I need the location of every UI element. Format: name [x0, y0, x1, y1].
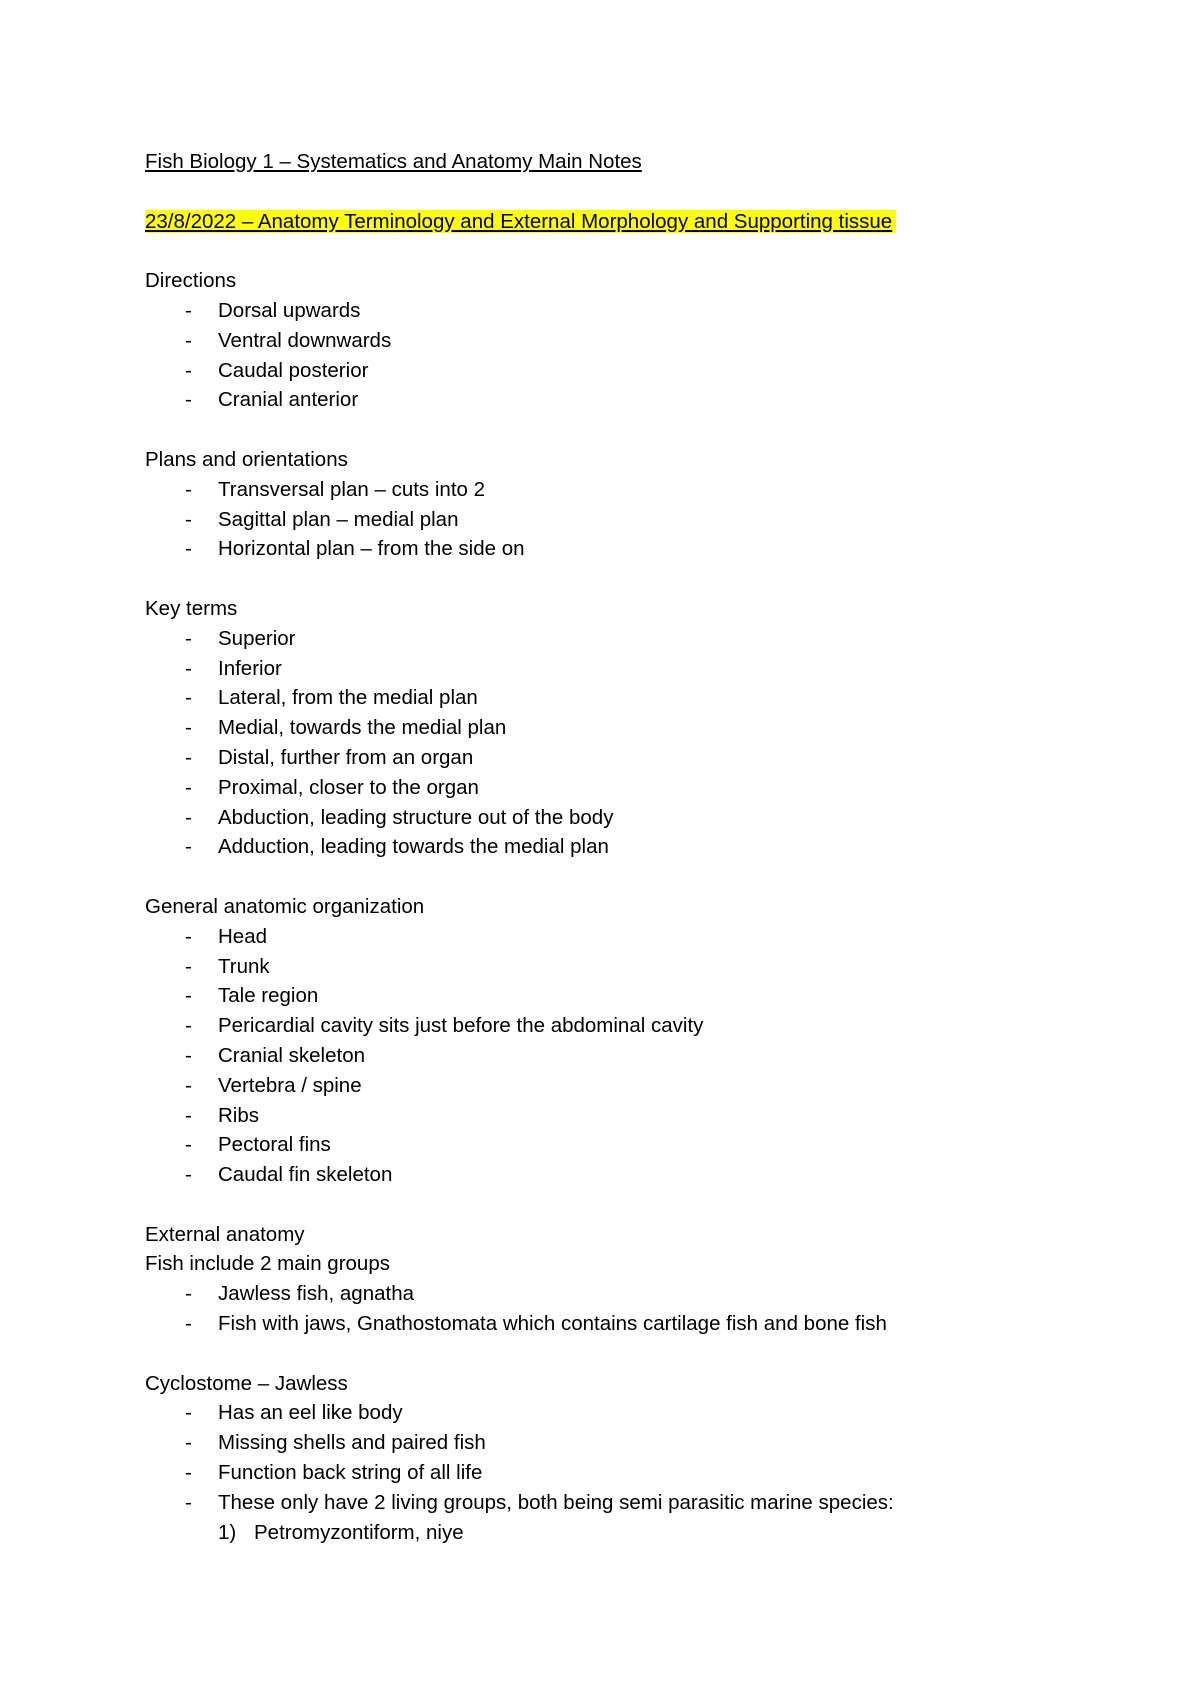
- spacer: [145, 1339, 1145, 1369]
- bullet-dash: -: [185, 805, 192, 829]
- bullet-dash: -: [185, 656, 192, 680]
- list-item: [145, 981, 1145, 1011]
- list-item: [145, 654, 1145, 684]
- list-item-text: Has an eel like body: [218, 1401, 403, 1425]
- list-item: [145, 952, 1145, 982]
- list-item-text: Superior: [218, 626, 296, 650]
- list-item: [145, 1130, 1145, 1160]
- bullet-dash: -: [185, 477, 192, 501]
- bullet-dash: -: [185, 745, 192, 769]
- list-item: [145, 1279, 1145, 1309]
- spacer: [145, 1190, 1145, 1220]
- list-item: [145, 326, 1145, 356]
- list-item: [145, 743, 1145, 773]
- list-item: [145, 1071, 1145, 1101]
- list-item-text: Cranial anterior: [218, 388, 359, 412]
- list-item-text: Vertebra / spine: [218, 1073, 362, 1097]
- list-item-text: Abduction, leading structure out of the body: [218, 805, 614, 829]
- bullet-dash: -: [185, 298, 192, 322]
- list-item: [145, 505, 1145, 535]
- bullet-dash: -: [185, 1312, 192, 1336]
- list-item: [145, 475, 1145, 505]
- bullet-dash: -: [185, 537, 192, 561]
- list-item-text: Lateral, from the medial plan: [218, 686, 478, 710]
- list-item: [145, 1160, 1145, 1190]
- list-item-text: Caudal posterior: [218, 358, 369, 382]
- list-item: [145, 832, 1145, 862]
- bullet-dash: -: [185, 984, 192, 1008]
- list-item-text: Cranial skeleton: [218, 1043, 365, 1067]
- list-item-text: Distal, further from an organ: [218, 745, 474, 769]
- list-item: [145, 713, 1145, 743]
- list-item-text: Sagittal plan – medial plan: [218, 507, 459, 531]
- list-item-text: Ribs: [218, 1103, 260, 1127]
- spacer: [145, 564, 1145, 594]
- list-item: [145, 1011, 1145, 1041]
- section-heading-external-anatomy: External anatomy: [145, 1222, 305, 1246]
- spacer: [145, 415, 1145, 445]
- list-item: [145, 624, 1145, 654]
- numbered-item-text: Petromyzontiform, niye: [254, 1520, 464, 1544]
- bullet-dash: -: [185, 924, 192, 948]
- list-item-text: Inferior: [218, 656, 282, 680]
- list-item: [145, 1041, 1145, 1071]
- list-item-text: Jawless fish, agnatha: [218, 1282, 415, 1306]
- section-heading-plans: Plans and orientations: [145, 447, 348, 471]
- list-item-text: Proximal, closer to the organ: [218, 775, 479, 799]
- numbered-item: [145, 1518, 1145, 1548]
- spacer: [145, 236, 1145, 266]
- section-heading-general-anatomic-organization: General anatomic organization: [145, 894, 425, 918]
- list-item: [145, 1428, 1145, 1458]
- list-item-text: Dorsal upwards: [218, 298, 361, 322]
- list-item-text: Adduction, leading towards the medial plan: [218, 835, 609, 859]
- list-item: [145, 534, 1145, 564]
- bullet-dash: -: [185, 775, 192, 799]
- bullet-dash: -: [185, 1163, 192, 1187]
- list-item-text: Tale region: [218, 984, 319, 1008]
- list-item-text: Medial, towards the medial plan: [218, 716, 507, 740]
- list-item: [145, 922, 1145, 952]
- list-item-text: Horizontal plan – from the side on: [218, 537, 525, 561]
- bullet-dash: -: [185, 835, 192, 859]
- section-heading-cyclostome: Cyclostome – Jawless: [145, 1371, 348, 1395]
- bullet-dash: -: [185, 626, 192, 650]
- bullet-dash: -: [185, 954, 192, 978]
- list-item: [145, 1309, 1145, 1339]
- list-item-text: Fish with jaws, Gnathostomata which contains cartilage fish and bone fish: [218, 1312, 887, 1336]
- section-heading-key-terms: Key terms: [145, 596, 238, 620]
- bullet-dash: -: [185, 1133, 192, 1157]
- list-item-text: Trunk: [218, 954, 270, 978]
- bullet-dash: -: [185, 507, 192, 531]
- date-heading-line: [145, 207, 1145, 237]
- bullet-dash: -: [185, 1431, 192, 1455]
- bullet-dash: -: [185, 358, 192, 382]
- list-item-text: Caudal fin skeleton: [218, 1163, 393, 1187]
- bullet-dash: -: [185, 1073, 192, 1097]
- bullet-dash: -: [185, 1401, 192, 1425]
- list-item: [145, 803, 1145, 833]
- list-item: [145, 1101, 1145, 1131]
- list-item: [145, 1458, 1145, 1488]
- spacer: [145, 862, 1145, 892]
- list-item: [145, 773, 1145, 803]
- bullet-dash: -: [185, 388, 192, 412]
- bullet-dash: -: [185, 1461, 192, 1485]
- list-item-text: Ventral downwards: [218, 328, 392, 352]
- bullet-dash: -: [185, 1014, 192, 1038]
- list-item: [145, 385, 1145, 415]
- list-item-text: These only have 2 living groups, both being semi parasitic marine species:: [218, 1490, 894, 1514]
- bullet-dash: -: [185, 1103, 192, 1127]
- list-item-text: Transversal plan – cuts into 2: [218, 477, 486, 501]
- list-item: [145, 1488, 1145, 1518]
- list-item: [145, 356, 1145, 386]
- date-heading-highlighted: 23/8/2022 – Anatomy Terminology and External Morphology and Supporting tissue: [145, 210, 896, 233]
- document-body: [145, 147, 1145, 1547]
- bullet-dash: -: [185, 1282, 192, 1306]
- list-item-text: Head: [218, 924, 268, 948]
- list-item: [145, 683, 1145, 713]
- bullet-dash: -: [185, 686, 192, 710]
- bullet-dash: -: [185, 328, 192, 352]
- section-subheading: Fish include 2 main groups: [145, 1252, 390, 1276]
- list-item-text: Function back string of all life: [218, 1461, 483, 1485]
- bullet-dash: -: [185, 716, 192, 740]
- item-number: 1): [218, 1520, 237, 1544]
- list-item-text: Pectoral fins: [218, 1133, 331, 1157]
- list-item-text: Pericardial cavity sits just before the abdominal cavity: [218, 1014, 704, 1038]
- bullet-dash: -: [185, 1043, 192, 1067]
- list-item-text: Missing shells and paired fish: [218, 1431, 486, 1455]
- spacer: [145, 177, 1145, 207]
- list-item: [145, 296, 1145, 326]
- list-item: [145, 1398, 1145, 1428]
- section-heading-directions: Directions: [145, 269, 237, 293]
- document-title: Fish Biology 1 – Systematics and Anatomy Main Notes: [145, 150, 642, 173]
- bullet-dash: -: [185, 1490, 192, 1514]
